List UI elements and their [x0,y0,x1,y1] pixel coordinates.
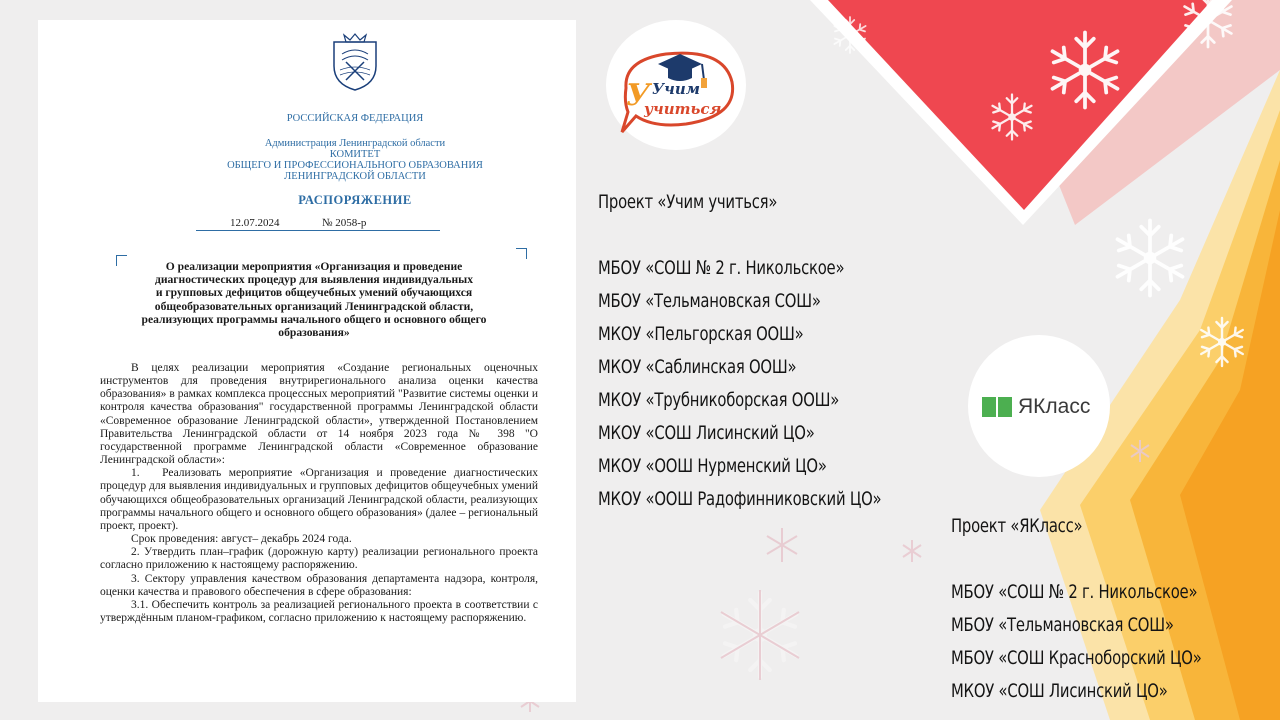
doc-country: РОССИЙСКАЯ ФЕДЕРАЦИЯ [286,113,424,124]
doc-date: 12.07.2024 [230,217,280,229]
school-item: МКОУ «СОШ Лисинский ЦО» [951,680,1168,702]
project-yaklass-block [951,510,1202,708]
doc-paragraph: В целях реализации мероприятия «Создание региональных оценочных инструментов для проведения внутрирегионального анализа оценки качества образования» в рамках комплекса процессных мероприятий "Развитие системы оценки и контроля качества образования" государственной программы Ленинградской области «Современное образование Ленинградской области», утвержденной Постановлением Правительства Ленинградской области от 14 ноября 2023 года № 398 "О государственной программе Ленинградской области «Современное образование Ленинградской области»: [100,362,538,467]
snowflake-icon [1118,221,1183,296]
uchim-uchitsya-logo: У Учим учиться [606,20,746,150]
school-item: МБОУ «СОШ Красноборский ЦО» [951,647,1202,669]
doc-admin: Администрация Ленинградской области [264,138,446,149]
doc-number: № 2058-р [322,217,367,229]
doc-subject [108,260,520,339]
school-item: МКОУ «ООШ Радофинниковский ЦО» [598,488,882,510]
project-title: Проект «ЯКласс» [951,515,1083,537]
doc-paragraph: 3. Сектору управления качеством образования департамента надзора, контроля, оценки качества и правового обеспечения в сфере образования: [100,572,538,598]
logo-text-2: учиться [644,100,722,118]
school-item: МКОУ «Трубникоборская ООШ» [598,389,840,411]
school-item: МКОУ «ООШ Нурменский ЦО» [598,455,827,477]
subject-line: и групповых дефицитов общеучебных умений обучающихся [155,286,473,300]
school-item: МБОУ «СОШ № 2 г. Никольское» [598,257,845,279]
doc-paragraph: Срок проведения: август– декабрь 2024 года. [131,533,352,546]
book-icon [982,397,1012,417]
project-uchim-block [598,186,881,516]
doc-paragraph: 2. Утвердить план–график (дорожную карту) реализации регионального проекта согласно приложению к настоящему распоряжению. [100,546,538,572]
bracket-right [516,248,527,259]
subject-line: О реализации мероприятия «Организация и проведение [165,260,463,273]
school-item: МБОУ «Тельмановская СОШ» [951,614,1174,636]
subject-line: общеобразовательных организаций Ленинградской области, [154,299,474,313]
doc-paragraph: 1. Реализовать мероприятие «Организация и проведение диагностических процедур для выявления индивидуальных и групповых дефицитов общеучебных умений обучающихся общеобразовательных организаций Ленинградской области, реализующих программы начального общего и основного общего образования» (далее – региональный проект, проект). [100,467,538,532]
doc-type: РАСПОРЯЖЕНИЕ [298,193,412,207]
logo-text-1: Учим [652,80,701,98]
school-item: МКОУ «СОШ Лисинский ЦО» [598,422,815,444]
decree-document [38,20,576,702]
yaklass-logo [968,335,1110,477]
doc-dateline [196,217,440,231]
coat-of-arms-icon [330,32,380,92]
subject-line: реализующих программы начального общего и основного общего [141,312,487,326]
school-item: МБОУ «СОШ № 2 г. Никольское» [951,581,1198,603]
doc-committee-2: ОБЩЕГО И ПРОФЕССИОНАЛЬНОГО ОБРАЗОВАНИЯ [227,160,483,171]
doc-committee-3: ЛЕНИНГРАДСКОЙ ОБЛАСТИ [284,171,426,182]
school-item: МКОУ «Пельгорская ООШ» [598,323,804,345]
doc-paragraph: 3.1. Обеспечить контроль за реализацией регионального проекта в соответствии с утверждённым планом-графиком, согласно приложению к настоящему распоряжению. [100,598,538,624]
yaklass-name: ЯКласс [1018,395,1091,418]
school-item: МБОУ «Тельмановская СОШ» [598,290,821,312]
school-item: МКОУ «Саблинская ООШ» [598,356,797,378]
subject-line: диагностических процедур для выявления индивидуальных [154,273,474,287]
project-title: Проект «Учим учиться» [598,191,778,213]
doc-committee-1: КОМИТЕТ [329,149,381,160]
doc-body [100,362,538,625]
subject-line: образования» [278,326,350,340]
